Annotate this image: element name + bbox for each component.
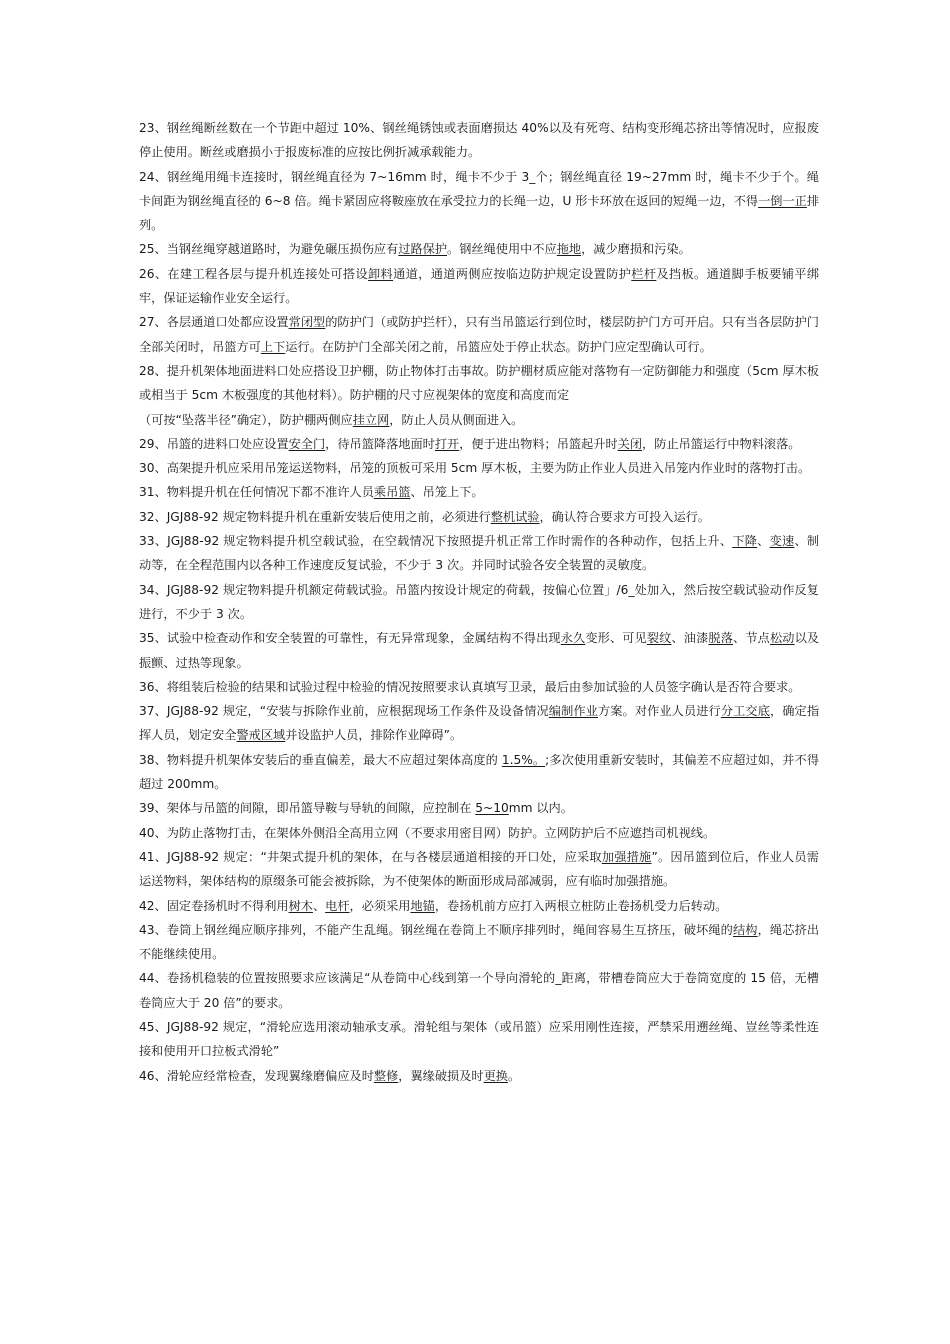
text-segment: 32、JGJ88-92 规定物料提升机在重新安装后使用之前，必须进行 (139, 509, 491, 524)
underlined-answer: 常闭型 (288, 315, 326, 330)
text-segment: 38、物料提升机架体安装后的垂直偏差，最大不应超过架体高度的 (139, 752, 502, 767)
underlined-answer: 永久 (560, 631, 586, 646)
text-segment: ，确定指挥人员，划定安全 (139, 704, 820, 743)
paragraph-p34 (139, 578, 819, 627)
text-segment: 36、将组装后检验的结果和试验过程中检验的情况按照要求认真填写卫录，最后由参加试验的人员签字确认是否符合要求。 (139, 679, 801, 694)
paragraph-p28b (139, 408, 819, 432)
paragraph-p43 (139, 918, 819, 967)
text-segment: 并设监护人员，排除作业障碍”。 (285, 728, 463, 743)
underlined-answer: 一倒一正 (758, 193, 807, 208)
paragraph-p33 (139, 529, 819, 578)
underlined-answer: 5~10 (475, 801, 509, 816)
paragraph-p38 (139, 748, 819, 797)
underlined-answer: 树木 (288, 898, 313, 913)
text-segment: 35、试验中检查动作和安全装置的可靠性，有无异常现象，金属结构不得出现 (139, 631, 561, 646)
text-segment: 44、卷扬机稳装的位置按照要求应该满足“从卷筒中心线到第一个导向滑轮的_距离，带槽卷筒应大于卷筒宽度的 15 倍，无槽卷筒应大于 20 倍”的要求。 (139, 971, 819, 1010)
text-segment: 排列。 (139, 193, 820, 233)
text-segment: mm 以内。 (508, 801, 573, 816)
underlined-answer: 分工交底 (720, 704, 770, 719)
underlined-answer: 裂纹 (646, 631, 672, 646)
paragraph-p26 (139, 262, 819, 311)
underlined-answer: 加强措施 (601, 849, 652, 864)
paragraph-p45 (139, 1015, 819, 1064)
text-segment: 29、吊篮的进料口处应设置 (139, 436, 289, 451)
text-segment: 25、当钢丝绳穿越道路时，为避免碾压损伤应有 (139, 242, 399, 257)
text-segment: ，确认符合要求方可投入运行。 (539, 509, 711, 524)
text-segment: 、吊笼上下。 (410, 485, 484, 500)
paragraph-p44 (139, 966, 819, 1015)
paragraph-p46 (139, 1064, 819, 1088)
underlined-answer: 卸料 (368, 266, 394, 281)
text-segment: 23、钢丝绳断丝数在一个节距中超过 10%、钢丝绳锈蚀或表面磨损达 40%以及有死弯、结构变形绳芯挤出等情况时，应报废停止使用。断丝或磨损小于报废标准的应按比例折减承载能力。 (139, 121, 819, 160)
underlined-answer: 下降 (732, 534, 758, 549)
paragraph-p28a (139, 359, 819, 408)
paragraph-p30 (139, 456, 819, 480)
text-segment: 42、固定卷扬机时不得利用 (139, 898, 289, 913)
text-segment: 运行。在防护门全部关闭之前，吊篮应处于停止状态。防护门应定型确认可行。 (285, 339, 712, 354)
text-segment: ，待吊篮降落地面时 (325, 436, 435, 451)
text-segment: 24、钢丝绳用绳卡连接时，钢丝绳直径为 7~16mm 时，绳卡不少于 3_个；钢丝绳直径 19~27mm 时，绳卡不少于个。绳卡间距为钢丝绳直径的 6~8 倍。绳卡紧固应将鞍座放在承受拉力的长绳一边，U 形卡环放在返回的短绳一边，不得 (139, 169, 819, 208)
text-segment: 41、JGJ88-92 规定：“井架式提升机的架体，在与各楼层通道相接的开口处，应采取 (139, 849, 602, 864)
paragraph-p42 (139, 894, 819, 918)
paragraph-p36 (139, 675, 819, 699)
underlined-answer: 1.5%。 (501, 752, 546, 767)
underlined-answer: 电杆 (325, 898, 350, 913)
underlined-answer: 过路保护 (398, 242, 448, 257)
text-segment: 46、滑轮应经常检查，发现翼缘磨偏应及时 (139, 1068, 374, 1083)
paragraph-p23 (139, 116, 819, 165)
text-segment: 的防护门（或防护拦杆），只有当吊篮运行到位时，楼层防护门方可开启。只有当各层防护门全部关闭时，吊篮方可 (139, 315, 819, 354)
text-segment: ，翼缘破损及时 (398, 1068, 484, 1083)
text-segment: 45、JGJ88-92 规定，“滑轮应选用滚动轴承支承。滑轮组与架体（或吊篮）应采用刚性连接，严禁采用遡丝绳、豈丝等柔性连接和使用开口拉板式滑轮” (139, 1019, 819, 1059)
underlined-answer: 整修 (373, 1068, 399, 1083)
text-segment: 37、JGJ88-92 规定，“安装与拆除作业前，应根据现场工作条件及设备情况 (139, 704, 549, 719)
text-segment: ，便于进出物料；吊篮起升时 (459, 436, 618, 451)
text-segment: 、 (312, 898, 326, 913)
text-segment: 及挡板。通道脚手板要铺平绑牢，保证运输作业安全运行。 (139, 266, 820, 306)
underlined-answer: 地锚 (410, 898, 435, 913)
text-segment: 33、JGJ88-92 规定物料提升机空载试验，在空载情况下按照提升机正常工作时需作的各种动作，包括上升、 (139, 534, 733, 549)
paragraph-p32 (139, 505, 819, 529)
text-segment: ，卷扬机前方应打入两根立桩防止卷扬机受力后转动。 (434, 898, 728, 913)
underlined-answer: 更换 (483, 1068, 508, 1083)
paragraph-p27 (139, 310, 819, 359)
underlined-answer: 变速 (769, 534, 795, 549)
text-segment: 变形、可见 (585, 631, 647, 646)
underlined-answer: 脱落 (708, 631, 734, 646)
text-segment: 31、物料提升机在任何情况下都不准许人员 (139, 485, 374, 500)
underlined-answer: 上下 (260, 339, 286, 354)
underlined-answer: 栏杆 (631, 266, 657, 281)
text-segment: 27、各层通道口处都应设置 (139, 315, 289, 330)
paragraph-p25 (139, 237, 819, 261)
paragraph-p29 (139, 432, 819, 456)
text-segment: 30、高架提升机应采用吊笼运送物料，吊笼的顶板可采用 5cm 厚木板，主要为防止作业人员进入吊笼内作业时的落物打击。 (139, 461, 811, 476)
underlined-answer: 打开 (434, 436, 460, 451)
text-segment: 40、为防止落物打击，在架体外侧沿全高用立网（不要求用密目网）防护。立网防护后不应遮挡司机视线。 (139, 825, 716, 840)
text-segment: 方案。对作业人员进行 (597, 704, 721, 719)
text-segment: 、油漆 (671, 631, 709, 646)
underlined-answer: 警戒区域 (236, 728, 286, 743)
paragraph-p37 (139, 699, 819, 748)
underlined-answer: 安全门 (288, 436, 326, 451)
paragraph-p24 (139, 165, 819, 238)
text-segment: （可按“坠落半径”确定），防护棚两侧应 (139, 412, 353, 427)
paragraph-p39 (139, 796, 819, 820)
text-segment: ，必须采用 (349, 898, 411, 913)
underlined-answer: 整机试验 (490, 509, 540, 524)
text-segment: 、制动等，在全程范围内以各种工作速度反复试验，不少于 3 次。并同时试验各安全装置的灵敏度。 (139, 534, 820, 573)
paragraph-p40 (139, 821, 819, 845)
text-segment: 。 (507, 1068, 521, 1083)
underlined-answer: 结构 (732, 922, 758, 937)
text-segment: 。钢丝绳使用中不应 (447, 242, 557, 257)
text-segment: 43、卷筒上钢丝绳应顺序排列，不能产生乱绳。钢丝绳在卷筒上不顺序排列时，绳间容易生互挤压，破坏绳的 (139, 922, 733, 937)
text-segment: 以及振颤、过热等现象。 (139, 631, 820, 670)
text-segment: ”。因吊篮到位后，作业人员需运送物料，架体结构的原缀条可能会被拆除，为不使架体的断面形成局部减弱，应有临时加强措施。 (139, 849, 819, 889)
underlined-answer: 关闭 (617, 436, 643, 451)
text-segment: ，防止吊篮运行中物料滚落。 (642, 436, 801, 451)
underlined-answer: 拖地 (556, 242, 582, 257)
text-segment: 34、JGJ88-92 规定物料提升机额定荷载试验。吊篮内按设计规定的荷载，按偏心位置」/6_处加入，然后按空载试验动作反复进行，不少于 3 次。 (139, 582, 819, 621)
text-segment: ，绳芯挤出不能继续使用。 (139, 922, 820, 962)
text-segment: 、节点 (733, 631, 770, 646)
underlined-answer: 编制作业 (548, 704, 598, 719)
underlined-answer: 挂立网 (352, 412, 390, 427)
text-segment: ;多次使用重新安装时，其偏差不应超过如，并不得超过 200mm。 (139, 752, 820, 792)
underlined-answer: 松动 (769, 631, 795, 646)
text-segment: 28、提升机架体地面进料口处应搭设卫护棚，防止物体打击事故。防护棚材质应能对落物有一定防御能力和强度（5cm 厚木板或相当于 5cm 木板强度的其他材料）。防护棚的尺寸应视架体的宽度和高度而定 (139, 363, 819, 403)
paragraph-p35 (139, 626, 819, 675)
paragraph-p41 (139, 845, 819, 894)
document-body (139, 116, 819, 1088)
underlined-answer: 乘吊篮 (373, 485, 411, 500)
text-segment: 、 (757, 534, 770, 549)
text-segment: 通道，通道两侧应按临边防护规定设置防护 (393, 266, 632, 281)
paragraph-p31 (139, 480, 819, 504)
text-segment: 26、在建工程各层与提升机连接处可搭设 (139, 266, 368, 281)
text-segment: ，减少磨损和污染。 (581, 242, 691, 257)
text-segment: 39、架体与吊篮的间隙，即吊篮导鞍与导轨的间隙，应控制在 (139, 801, 476, 816)
text-segment: ，防止人员从侧面进入。 (389, 412, 524, 427)
